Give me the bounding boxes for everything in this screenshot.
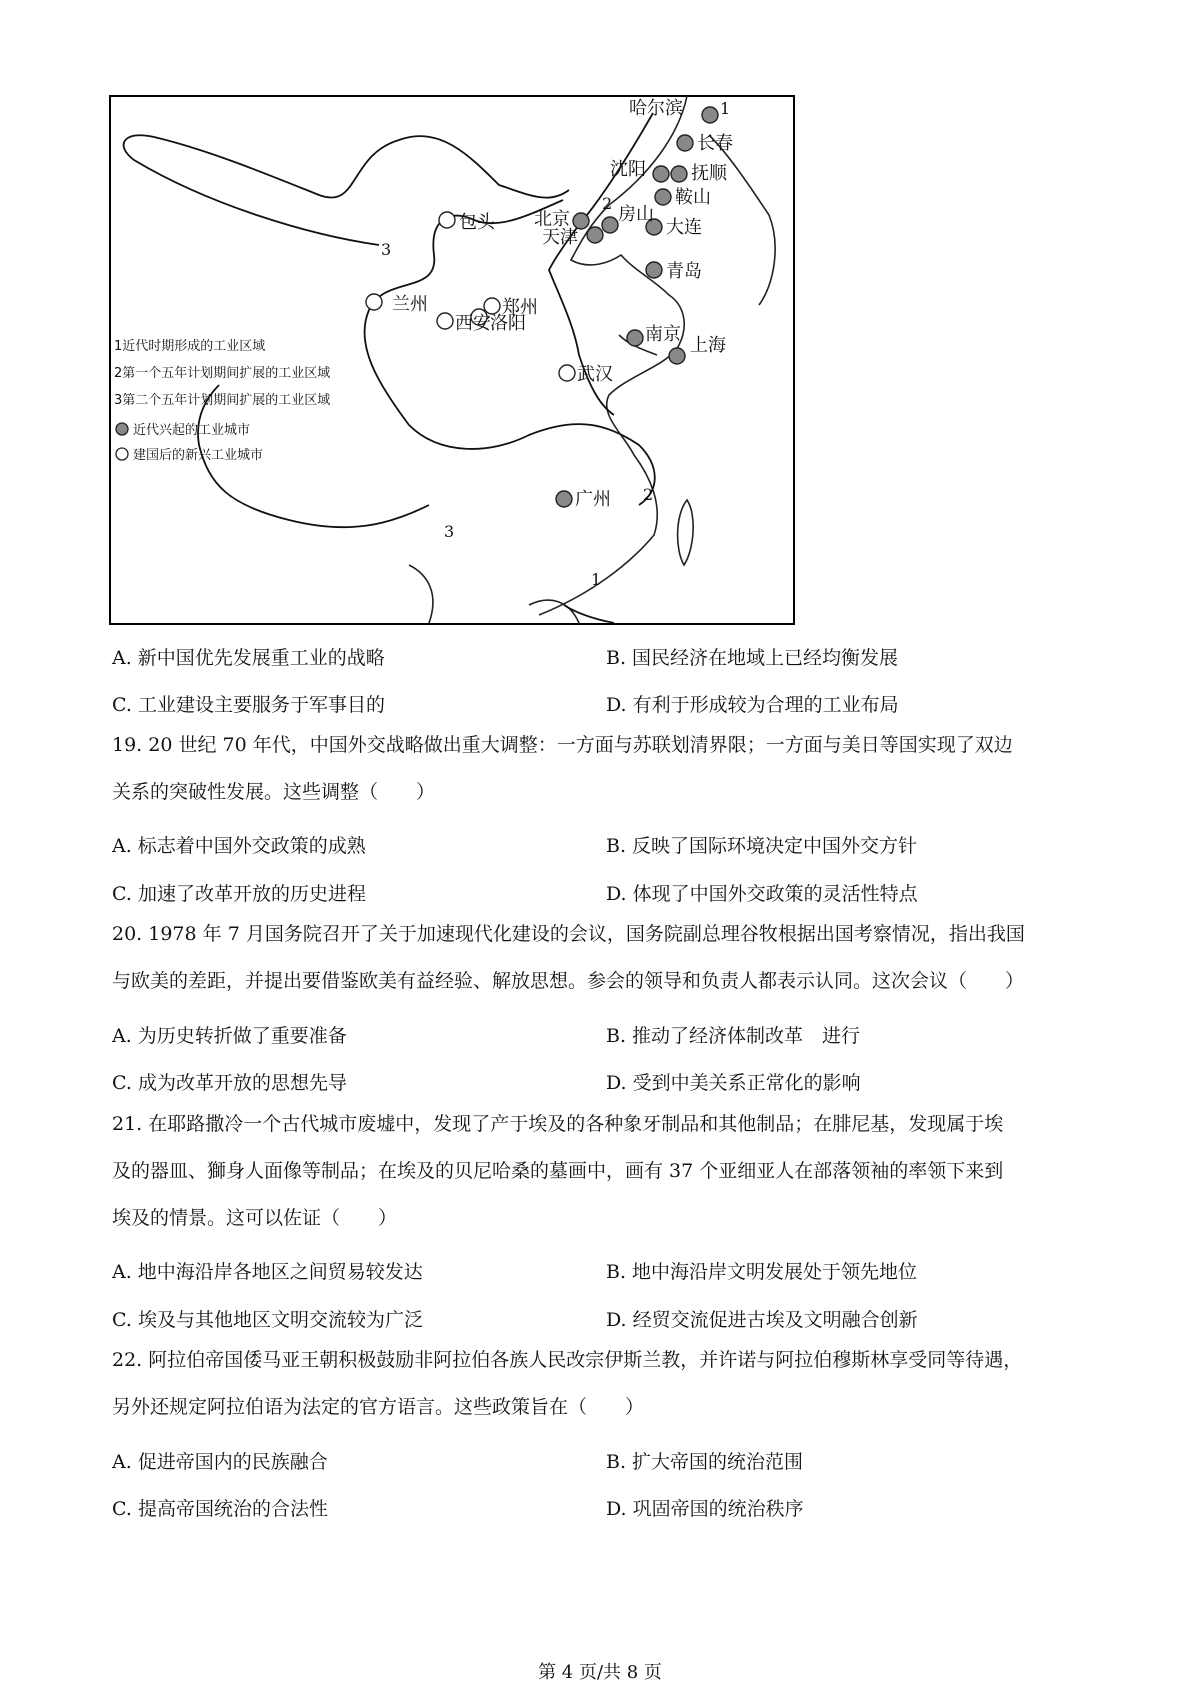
city-label-anshan: 鞍山 (675, 187, 711, 208)
city-label-wuhan: 武汉 (577, 364, 613, 385)
q20-option-d[interactable]: D. 受到中美关系正常化的影响 (606, 1072, 861, 1094)
q21-stem-line-2: 及的器皿、獅身人面像等制品；在埃及的贝尼哈桑的墓画中，画有 37 个亚细亚人在部落领袖的率领下来到 (112, 1160, 1004, 1182)
city-marker-changchun (677, 135, 693, 151)
city-label-nanjing: 南京 (645, 324, 681, 345)
city-label-dalian: 大连 (666, 217, 702, 238)
city-label-shenyang: 沈阳 (610, 159, 646, 180)
city-label-fangshan: 房山 (618, 204, 654, 225)
city-marker-wuhan (559, 365, 575, 381)
line-num-2-north: 2 (602, 194, 613, 213)
q19-option-b[interactable]: B. 反映了国际环境决定中国外交方针 (606, 835, 918, 857)
q21-stem-line-3: 埃及的情景。这可以佐证（ ） (112, 1207, 398, 1229)
city-marker-baotou (439, 212, 455, 228)
q20-stem-line-2: 与欧美的差距，并提出要借鉴欧美有益经验、解放思想。参会的领导和负责人都表示认同。这次会议（ ） (112, 970, 1025, 992)
legend-item-3: 3第二个五年计划期间扩展的工业区域 (114, 393, 331, 408)
q18-option-a[interactable]: A. 新中国优先发展重工业的战略 (112, 647, 385, 669)
line-num-1-south: 1 (591, 570, 602, 589)
city-label-qingdao: 青岛 (666, 261, 702, 282)
legend-item-4: 近代兴起的工业城市 (133, 423, 251, 438)
industrial-map-figure (109, 95, 795, 625)
city-marker-qingdao (646, 262, 662, 278)
q18-option-b[interactable]: B. 国民经济在地域上已经均衡发展 (606, 647, 899, 669)
city-marker-anshan (655, 189, 671, 205)
city-label-beijing: 北京 (534, 209, 570, 230)
q22-stem-line-2: 另外还规定阿拉伯语为法定的官方语言。这些政策旨在（ ） (112, 1396, 645, 1418)
q21-option-a[interactable]: A. 地中海沿岸各地区之间贸易较发达 (112, 1261, 423, 1283)
city-marker-fushun (671, 166, 687, 182)
q20-option-a[interactable]: A. 为历史转折做了重要准备 (112, 1025, 347, 1047)
q21-options-row-1 (112, 1257, 1112, 1287)
q22-option-d[interactable]: D. 巩固帝国的统治秩序 (606, 1498, 804, 1520)
q18-option-c[interactable]: C. 工业建设主要服务于军事目的 (112, 694, 385, 716)
legend-item-1: 1近代时期形成的工业区域 (114, 339, 266, 354)
legend-hollow-circle-icon (116, 448, 128, 460)
city-label-baotou: 包头 (459, 212, 495, 233)
city-marker-guangzhou (556, 491, 572, 507)
city-marker-shanghai (669, 348, 685, 364)
q19-option-a[interactable]: A. 标志着中国外交政策的成熟 (112, 835, 366, 857)
q21-option-d[interactable]: D. 经贸交流促进古埃及文明融合创新 (606, 1309, 918, 1331)
city-label-zhengzhou: 郑州 (502, 297, 538, 318)
city-marker-nanjing (627, 330, 643, 346)
line-num-2-south: 2 (643, 485, 654, 504)
q20-option-b[interactable]: B. 推动了经济体制改革 进行 (606, 1025, 861, 1047)
q22-option-b[interactable]: B. 扩大帝国的统治范围 (606, 1451, 804, 1473)
q22-stem-line-1: 22. 阿拉伯帝国倭马亚王朝积极鼓励非阿拉伯各族人民改宗伊斯兰教，并许诺与阿拉伯穆斯林享受同等待遇， (112, 1349, 1023, 1371)
industrial-map-svg (109, 95, 795, 625)
q19-option-c[interactable]: C. 加速了改革开放的历史进程 (112, 883, 366, 905)
city-marker-fangshan (602, 217, 618, 233)
q20-stem-line-1: 20. 1978 年 7 月国务院召开了关于加速现代化建设的会议，国务院副总理谷牧根据出国考察情况，指出我国 (112, 923, 1025, 945)
line-num-1-north: 1 (720, 99, 731, 118)
city-label-luoyang: 洛阳 (490, 313, 526, 334)
city-label-changchun: 长春 (697, 133, 733, 154)
q19-stem-line-2: 关系的突破性发展。这些调整（ ） (112, 781, 436, 803)
q20-options-row-1 (112, 1021, 1112, 1051)
q20-option-c[interactable]: C. 成为改革开放的思想先导 (112, 1072, 347, 1094)
line-num-3-south: 3 (444, 522, 455, 541)
q18-options-row-1 (112, 643, 1112, 673)
city-marker-lanzhou (366, 294, 382, 310)
city-marker-harbin (702, 107, 718, 123)
q21-option-c[interactable]: C. 埃及与其他地区文明交流较为广泛 (112, 1309, 423, 1331)
q21-options-row-2 (112, 1305, 1112, 1335)
legend-filled-circle-icon (116, 423, 128, 435)
legend-item-5: 建国后的新兴工业城市 (133, 448, 264, 463)
city-label-shanghai: 上海 (690, 335, 726, 356)
q19-stem (112, 722, 1112, 816)
q21-option-b[interactable]: B. 地中海沿岸文明发展处于领先地位 (606, 1261, 918, 1283)
city-marker-shenyang (653, 166, 669, 182)
line-num-3-west: 3 (381, 240, 392, 259)
q20-stem (112, 911, 1112, 1005)
city-label-harbin: 哈尔滨 (629, 98, 683, 119)
city-marker-xian (437, 313, 453, 329)
q19-option-d[interactable]: D. 体现了中国外交政策的灵活性特点 (606, 883, 918, 905)
city-label-tianjin: 天津 (542, 227, 578, 248)
q19-options-row-1 (112, 831, 1112, 861)
q22-options-row-2 (112, 1494, 1112, 1524)
city-marker-tianjin (587, 227, 603, 243)
q18-option-d[interactable]: D. 有利于形成较为合理的工业布局 (606, 694, 899, 716)
q20-options-row-2 (112, 1068, 1112, 1098)
city-label-xian: 西安 (455, 313, 491, 334)
legend-item-2: 2第一个五年计划期间扩展的工业区域 (114, 366, 331, 381)
q18-options-row-2 (112, 690, 1112, 720)
q19-stem-line-1: 19. 20 世纪 70 年代，中国外交战略做出重大调整：一方面与苏联划清界限；一方面与美日等国实现了双边 (112, 734, 1013, 756)
city-label-fushun: 抚顺 (691, 163, 727, 184)
page-footer: 第 4 页/共 8 页 (538, 1662, 662, 1683)
q21-stem (112, 1101, 1112, 1242)
q19-options-row-2 (112, 879, 1112, 909)
q22-options-row-1 (112, 1447, 1112, 1477)
city-marker-zhengzhou (484, 298, 500, 314)
q21-stem-line-1: 21. 在耶路撒冷一个古代城市废墟中，发现了产于埃及的各种象牙制品和其他制品；在腓尼基，发现属于埃 (112, 1113, 1004, 1135)
q22-option-a[interactable]: A. 促进帝国内的民族融合 (112, 1451, 328, 1473)
q22-option-c[interactable]: C. 提高帝国统治的合法性 (112, 1498, 328, 1520)
city-label-lanzhou: 兰州 (392, 294, 428, 315)
q22-stem (112, 1337, 1112, 1431)
city-label-guangzhou: 广州 (575, 489, 611, 510)
